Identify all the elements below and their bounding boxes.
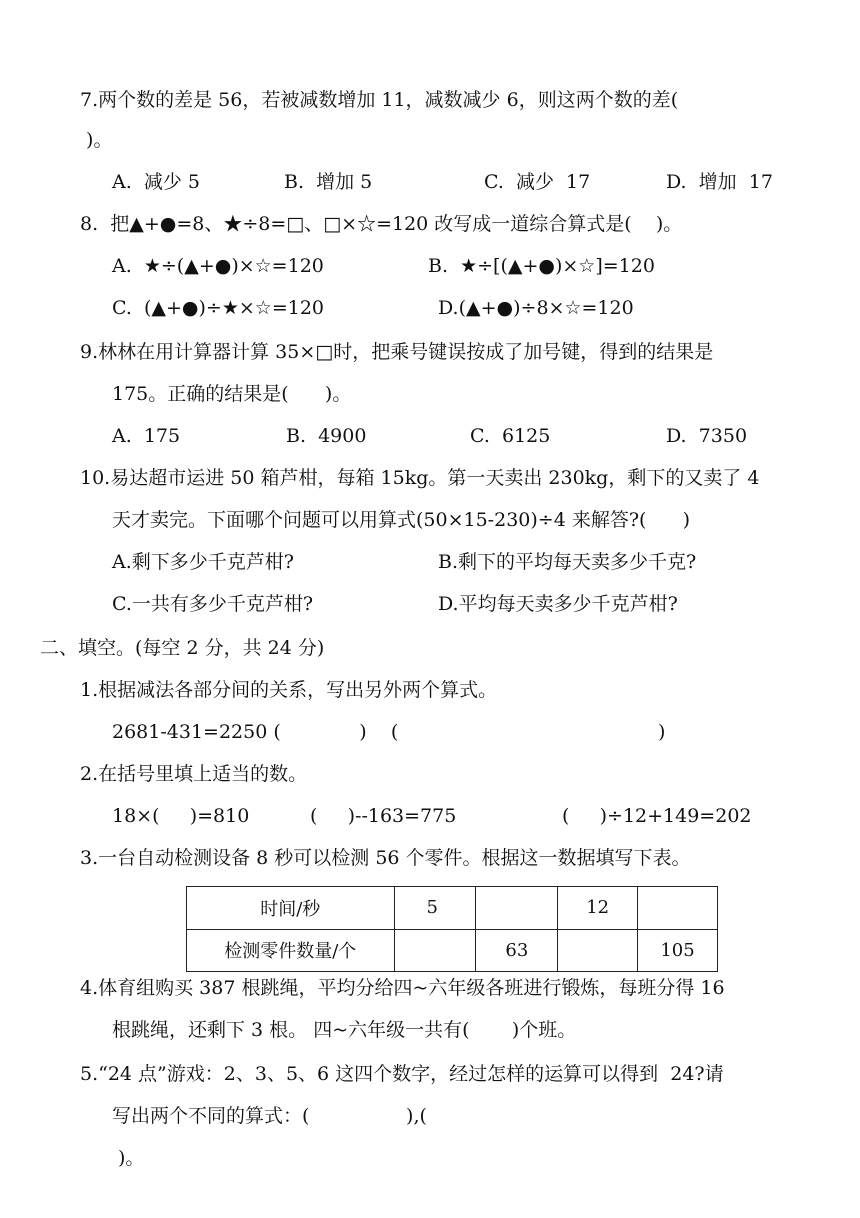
f4-stem-cont: 根跳绳，还剩下 3 根。 四~六年级一共有( )个班。 xyxy=(112,1019,577,1041)
q7-stem-end: )。 xyxy=(80,129,113,151)
q10-option-d: D.平均每天卖多少千克芦柑? xyxy=(438,593,678,615)
section-heading: 二、填空。(每空 2 分，共 24 分) xyxy=(40,637,325,659)
f2-item-2: ( )--163=775 xyxy=(310,805,457,827)
q9-option-d: D. 7350 xyxy=(666,425,748,447)
f2-item-3: ( )÷12+149=202 xyxy=(562,805,752,827)
table-cell: 105 xyxy=(638,929,718,972)
f4-stem: 4.体育组购买 387 根跳绳，平均分给四~六年级各班进行锻炼，每班分得 16 xyxy=(80,977,725,999)
q10-stem-cont: 天才卖完。下面哪个问题可以用算式(50×15-230)÷4 来解答?( ) xyxy=(112,509,691,531)
q10-stem: 10.易达超市运进 50 箱芦柑，每箱 15kg。第一天卖出 230kg，剩下的又卖了 4 xyxy=(80,467,760,489)
q7-option-b: B. 增加 5 xyxy=(284,171,373,193)
f5-stem-cont: 写出两个不同的算式：( ),( xyxy=(112,1105,427,1127)
q10-option-c: C.一共有多少千克芦柑? xyxy=(112,593,314,615)
table-cell: 12 xyxy=(558,887,638,930)
f1-answer-line: 2681-431=2250 ( ) ( ) xyxy=(112,721,666,743)
q9-stem: 9.林林在用计算器计算 35×□时，把乘号键误按成了加号键，得到的结果是 xyxy=(80,341,714,363)
q10-option-a: A.剩下多少千克芦柑? xyxy=(112,551,294,573)
f5-stem: 5.“24 点”游戏：2、3、5、6 这四个数字，经过怎样的运算可以得到 24?请 xyxy=(80,1063,724,1085)
data-table xyxy=(186,886,718,972)
q9-option-a: A. 175 xyxy=(112,425,181,447)
table-row xyxy=(187,929,718,972)
table-cell: 时间/秒 xyxy=(187,887,395,930)
q10-option-b: B.剩下的平均每天卖多少千克? xyxy=(438,551,697,573)
f2-item-1: 18×( )=810 xyxy=(112,805,250,827)
q7-option-a: A. 减少 5 xyxy=(112,171,200,193)
table-cell xyxy=(558,929,638,972)
table-cell xyxy=(394,929,476,972)
table-cell: 63 xyxy=(476,929,558,972)
table-cell xyxy=(638,887,718,930)
q8-option-a: A. ★÷(▲+●)×☆=120 xyxy=(112,255,324,277)
q9-stem-cont: 175。正确的结果是( )。 xyxy=(112,383,352,405)
f3-stem: 3.一台自动检测设备 8 秒可以检测 56 个零件。根据这一数据填写下表。 xyxy=(80,847,691,869)
q8-option-b: B. ★÷[(▲+●)×☆]=120 xyxy=(428,255,655,277)
q7-stem: 7.两个数的差是 56，若被减数增加 11，减数减少 6，则这两个数的差( xyxy=(80,89,679,111)
q7-option-c: C. 减少 17 xyxy=(484,171,591,193)
q8-stem: 8. 把▲+●=8、★÷8=□、□×☆=120 改写成一道综合算式是( )。 xyxy=(80,213,683,235)
table-cell: 5 xyxy=(394,887,476,930)
q9-option-c: C. 6125 xyxy=(470,425,551,447)
q9-option-b: B. 4900 xyxy=(286,425,367,447)
q7-option-d: D. 增加 17 xyxy=(666,171,773,193)
q8-option-d: D.(▲+●)÷8×☆=120 xyxy=(438,297,634,319)
f5-stem-end: )。 xyxy=(118,1147,145,1169)
f2-stem: 2.在括号里填上适当的数。 xyxy=(80,763,308,785)
table-cell: 检测零件数量/个 xyxy=(187,929,395,972)
table-row xyxy=(187,887,718,930)
f1-stem: 1.根据减法各部分间的关系，写出另外两个算式。 xyxy=(80,679,498,701)
q8-option-c: C. (▲+●)÷★×☆=120 xyxy=(112,297,325,319)
table-cell xyxy=(476,887,558,930)
